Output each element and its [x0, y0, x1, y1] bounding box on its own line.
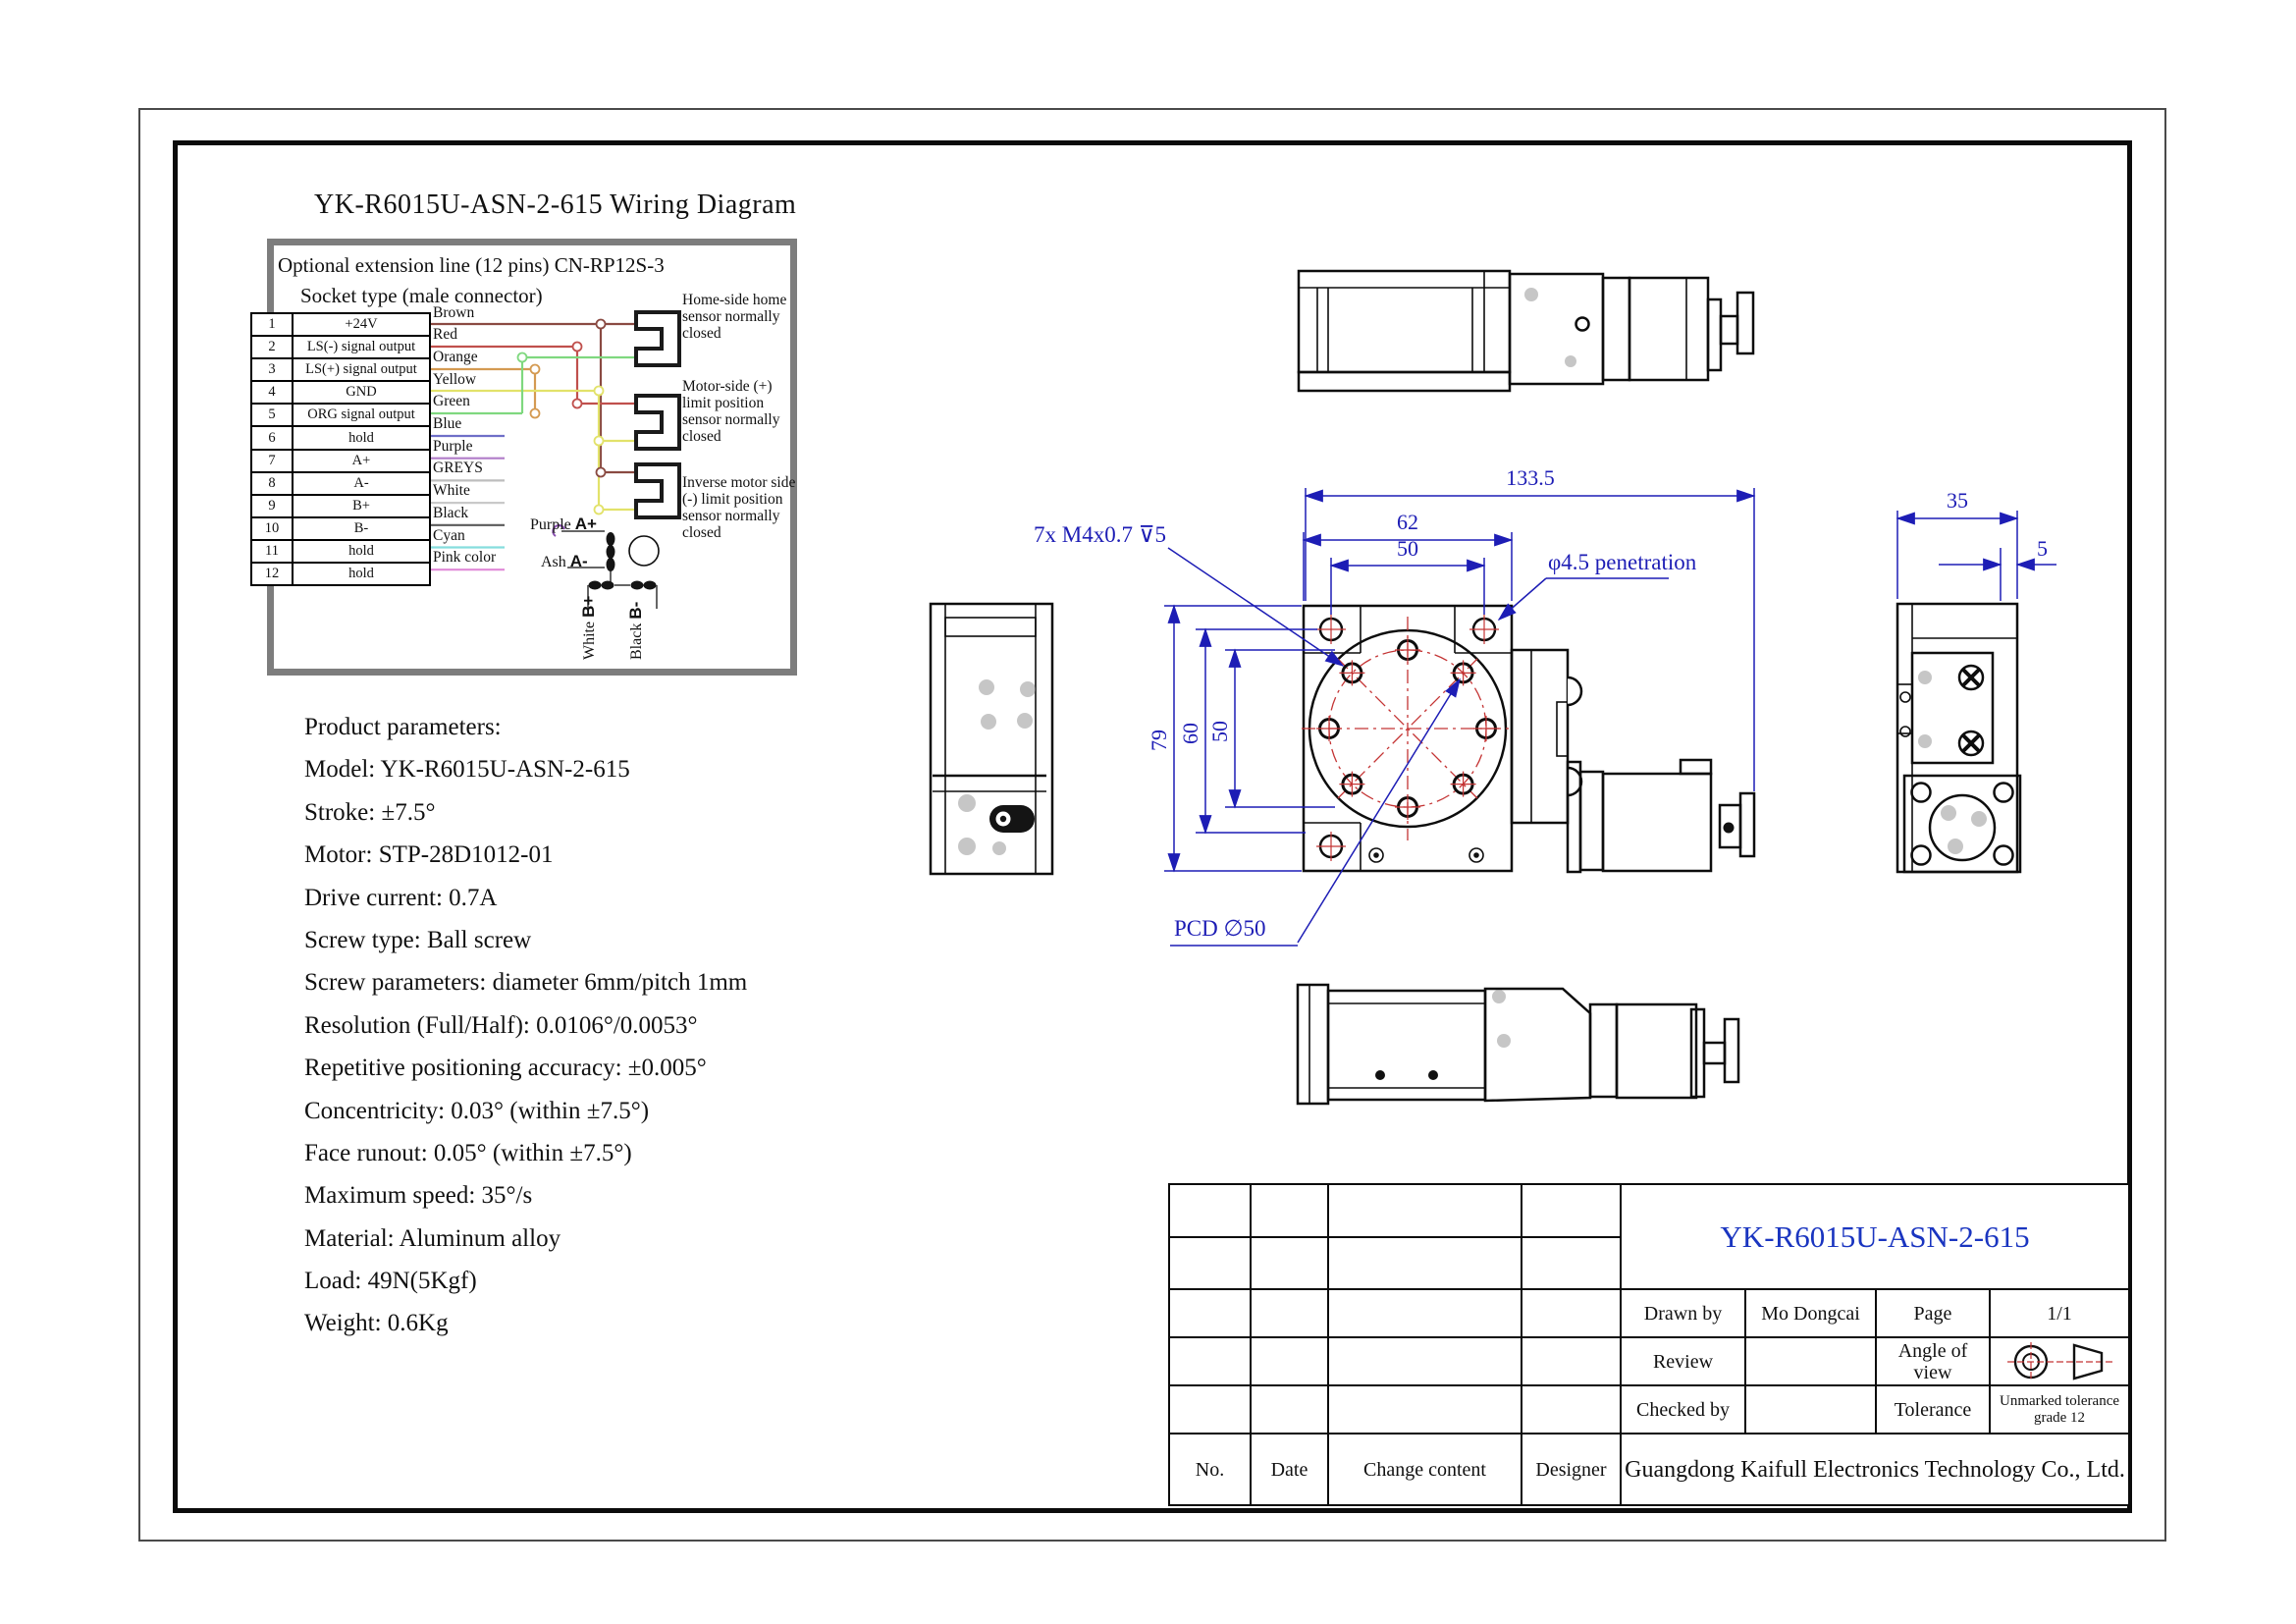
parameter-line: Weight: 0.6Kg	[304, 1310, 449, 1337]
pin-number: 2	[252, 337, 294, 359]
no-label: No.	[1170, 1435, 1252, 1504]
pin-label: A-	[294, 473, 429, 496]
wire-label: Red	[433, 326, 457, 344]
wire-label: GREYS	[433, 460, 483, 477]
drawn-by-value: Mo Dongcai	[1746, 1290, 1877, 1338]
tolerance-value: Unmarked tolerance grade 12	[1991, 1386, 2128, 1435]
rev-cell	[1252, 1290, 1329, 1338]
change-content-label: Change content	[1329, 1435, 1522, 1504]
parameter-line: Motor: STP-28D1012-01	[304, 841, 554, 869]
drawn-by-label: Drawn by	[1622, 1290, 1746, 1338]
lead-a-minus: Ash A-	[541, 552, 588, 570]
dim-50-v: 50	[1207, 721, 1232, 742]
dim-35: 35	[1947, 488, 1968, 513]
dim-62: 62	[1397, 510, 1418, 534]
pin-label: hold	[294, 541, 429, 564]
home-sensor-connector	[636, 312, 679, 365]
pin-label: hold	[294, 564, 429, 584]
dim-133-5: 133.5	[1506, 465, 1555, 490]
rev-cell	[1329, 1386, 1522, 1435]
rev-cell	[1329, 1238, 1522, 1290]
rev-cell	[1252, 1238, 1329, 1290]
page-label: Page	[1877, 1290, 1991, 1338]
pin-label: B-	[294, 518, 429, 541]
rev-cell	[1522, 1386, 1622, 1435]
view-left	[931, 604, 1052, 874]
pin-label: ORG signal output	[294, 405, 429, 427]
junction-dots	[518, 320, 606, 514]
rev-cell	[1170, 1386, 1252, 1435]
dim-50-h: 50	[1397, 536, 1418, 561]
motor-side-limit-connector	[636, 396, 679, 449]
note-penetration: φ4.5 penetration	[1548, 550, 1697, 574]
rev-cell	[1170, 1290, 1252, 1338]
view-front	[1302, 606, 1754, 872]
pin-number: 3	[252, 359, 294, 382]
pin-label: A+	[294, 451, 429, 473]
phillips-screws	[1959, 666, 1983, 755]
rev-cell	[1522, 1290, 1622, 1338]
angle-of-view-label: Angle of view	[1877, 1338, 1991, 1386]
pin-number: 4	[252, 382, 294, 405]
pin-number: 12	[252, 564, 294, 584]
rev-cell	[1329, 1290, 1522, 1338]
wire-label: Black	[433, 504, 469, 521]
view-top	[1299, 271, 1753, 391]
designer-label: Designer	[1522, 1435, 1622, 1504]
checked-by-value	[1746, 1386, 1877, 1435]
view-bottom	[1298, 985, 1738, 1104]
wire-label: Pink color	[433, 549, 497, 567]
pin-number: 1	[252, 314, 294, 337]
tolerance-label: Tolerance	[1877, 1386, 1991, 1435]
wiring-box-line2: Socket type (male connector)	[300, 284, 543, 307]
rev-cell	[1329, 1338, 1522, 1386]
wire-label: Purple	[433, 437, 473, 455]
title-block	[1168, 1183, 2130, 1506]
review-value	[1746, 1338, 1877, 1386]
parameter-line: Screw type: Ball screw	[304, 926, 532, 953]
pin-number: 9	[252, 496, 294, 518]
parameter-line: Repetitive positioning accuracy: ±0.005°	[304, 1055, 707, 1082]
parameter-line: Load: 49N(5Kgf)	[304, 1268, 477, 1295]
pin-number: 8	[252, 473, 294, 496]
rev-cell	[1252, 1338, 1329, 1386]
pin-number: 6	[252, 427, 294, 450]
rev-cell	[1252, 1185, 1329, 1238]
rev-cell	[1522, 1238, 1622, 1290]
review-label: Review	[1622, 1338, 1746, 1386]
wire-label: Orange	[433, 348, 478, 365]
parameter-line: Model: YK-R6015U-ASN-2-615	[304, 756, 630, 784]
rev-cell	[1170, 1338, 1252, 1386]
lead-b-plus: White B+	[579, 595, 598, 660]
wire-label: Yellow	[433, 370, 477, 388]
parameter-line: Face runout: 0.05° (within ±7.5°)	[304, 1139, 632, 1166]
pin-label: LS(-) signal output	[294, 337, 429, 359]
lead-b-minus: Black B-	[626, 601, 645, 660]
dim-60: 60	[1178, 723, 1202, 744]
pin-label: GND	[294, 382, 429, 405]
dimensions	[1034, 465, 2056, 946]
view-right	[1897, 604, 2020, 872]
pin-number: 11	[252, 541, 294, 564]
parameter-line: Material: Aluminum alloy	[304, 1224, 561, 1252]
wire-label: White	[433, 482, 470, 500]
sensor-label-motor-side: Motor-side (+) limit position sensor normally closed	[682, 378, 780, 445]
rev-cell	[1170, 1185, 1252, 1238]
parameter-line: Screw parameters: diameter 6mm/pitch 1mm	[304, 969, 748, 997]
parameter-line: Concentricity: 0.03° (within ±7.5°)	[304, 1097, 650, 1124]
pin-number: 10	[252, 518, 294, 541]
page-value: 1/1	[1991, 1290, 2128, 1338]
pin-label: +24V	[294, 314, 429, 337]
wire-label: Green	[433, 393, 470, 410]
page-title: YK-R6015U-ASN-2-615 Wiring Diagram	[314, 189, 797, 220]
lead-a-plus: Purple A+	[530, 514, 597, 533]
sensor-label-inverse-side: Inverse motor side (-) limit position sensor normally closed	[682, 474, 796, 541]
company-name: Guangdong Kaifull Electronics Technology Co., Ltd.	[1622, 1435, 2128, 1504]
parameter-line: Product parameters:	[304, 714, 502, 740]
drawing-number-title: YK-R6015U-ASN-2-615	[1622, 1185, 2128, 1290]
dim-79: 79	[1147, 730, 1171, 751]
wire-label: Cyan	[433, 526, 465, 544]
parameter-line: Resolution (Full/Half): 0.0106°/0.0053°	[304, 1011, 698, 1039]
sensor-label-home: Home-side home sensor normally closed	[682, 292, 787, 342]
inverse-limit-connector	[636, 464, 679, 517]
rev-cell	[1522, 1185, 1622, 1238]
pin-label: B+	[294, 496, 429, 518]
pin-label: hold	[294, 427, 429, 450]
pin-number: 7	[252, 451, 294, 473]
wire-label: Blue	[433, 415, 462, 432]
pin-number: 5	[252, 405, 294, 427]
pin-table	[250, 312, 431, 586]
rev-cell	[1329, 1185, 1522, 1238]
parameter-line: Drive current: 0.7A	[304, 884, 498, 911]
rev-cell	[1522, 1338, 1622, 1386]
angle-of-view-symbol	[1991, 1338, 2128, 1386]
checked-by-label: Checked by	[1622, 1386, 1746, 1435]
parameter-line: Stroke: ±7.5°	[304, 798, 436, 826]
wiring-box-line1: Optional extension line (12 pins) CN-RP12S-3	[278, 253, 665, 277]
dim-5: 5	[2037, 536, 2048, 561]
note-thread: 7x M4x0.7 ⊽5	[1034, 522, 1167, 547]
parameter-line: Maximum speed: 35°/s	[304, 1182, 533, 1210]
rev-cell	[1252, 1386, 1329, 1435]
wire-label: Brown	[433, 303, 475, 321]
rev-cell	[1170, 1238, 1252, 1290]
note-pcd: PCD ∅50	[1174, 916, 1266, 941]
pin-label: LS(+) signal output	[294, 359, 429, 382]
date-label: Date	[1252, 1435, 1329, 1504]
first-angle-projection-icon	[1998, 1339, 2121, 1384]
